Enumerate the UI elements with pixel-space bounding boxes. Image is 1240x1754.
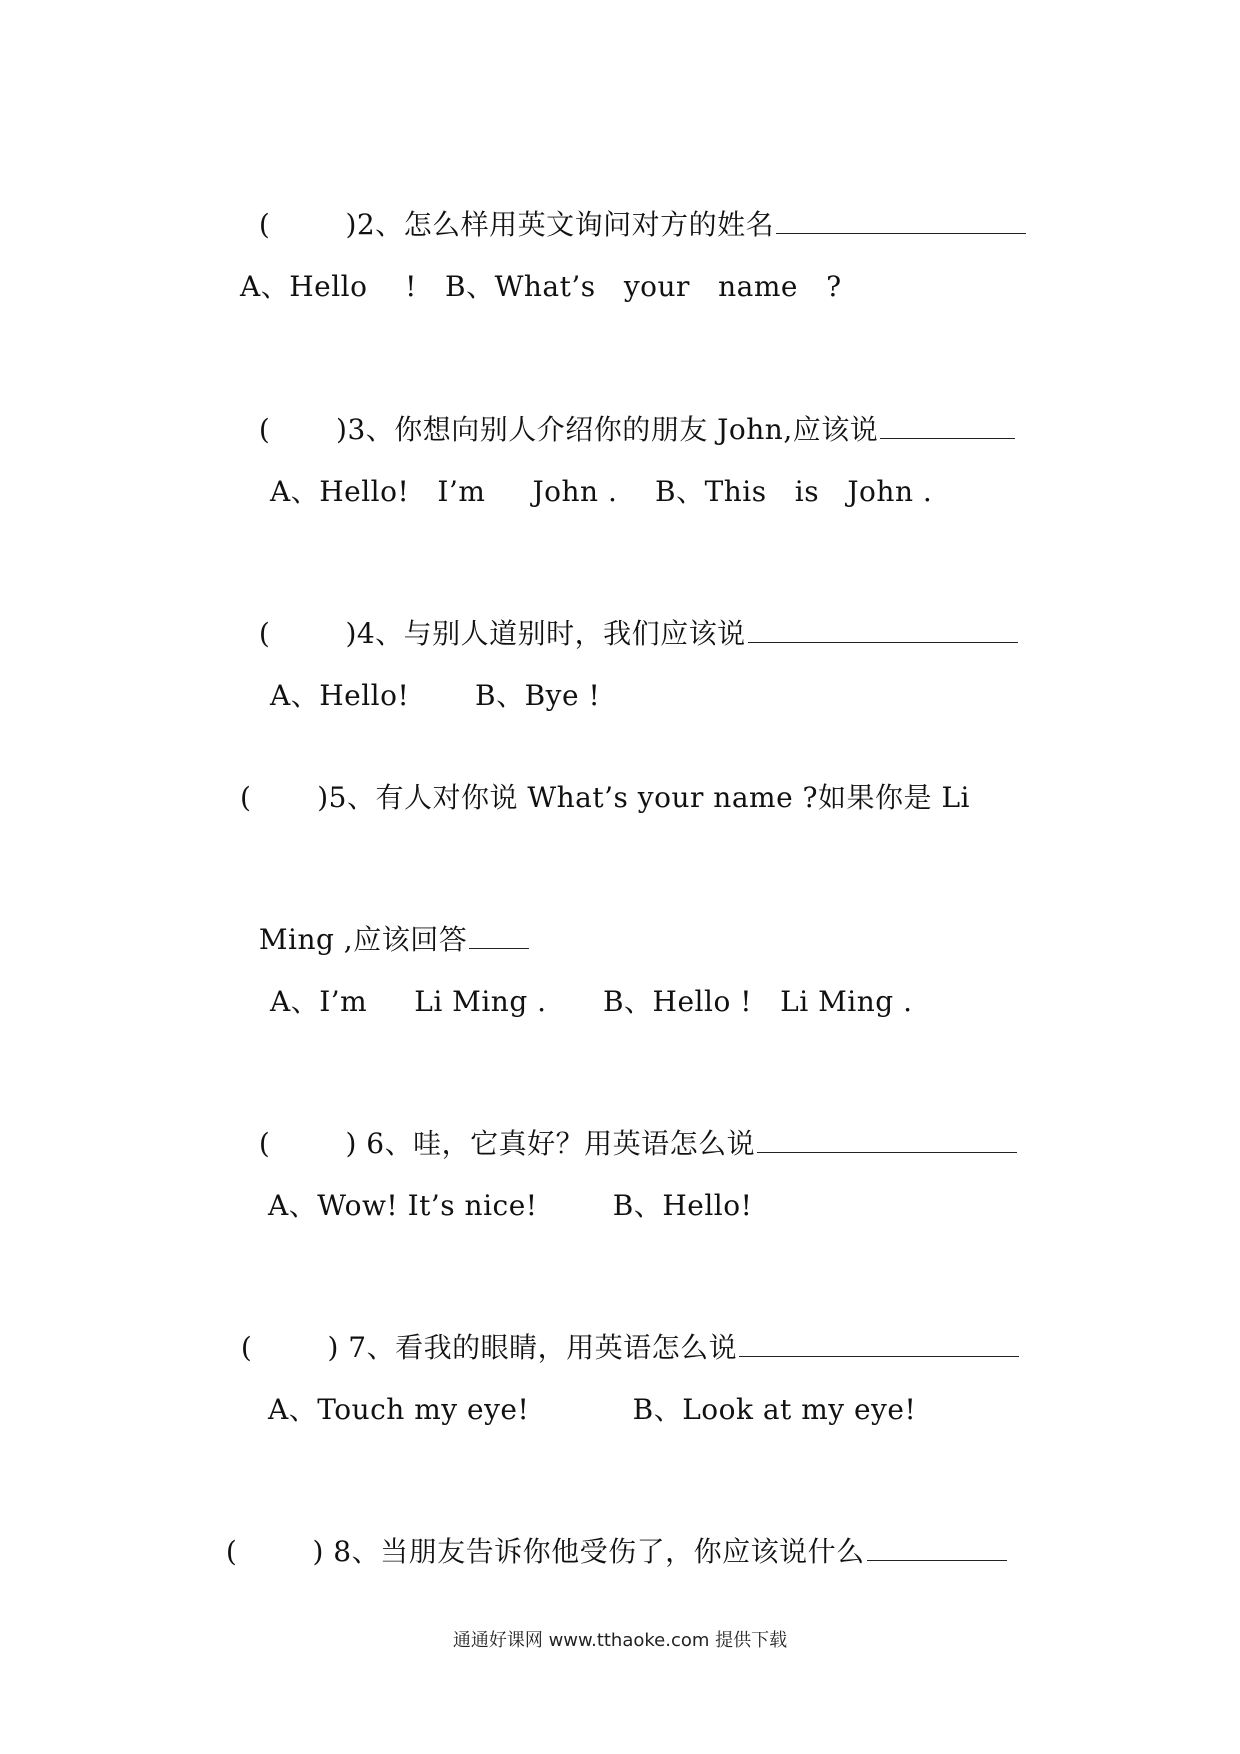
question-5-text-cont: Ming ,应该回答 — [258, 923, 468, 956]
answer-blank-4[interactable] — [748, 614, 1018, 643]
answer-blank-6[interactable] — [757, 1124, 1017, 1153]
question-6-options: A、Wow! It’s nice! B、Hello! — [268, 1189, 753, 1222]
question-7-options: A、Touch my eye! B、Look at my eye! — [268, 1393, 917, 1426]
question-5-stem-line2 — [240, 880, 529, 960]
answer-blank-3[interactable] — [880, 410, 1015, 439]
question-7-text: ( ) 7、看我的眼睛，用英语怎么说 — [240, 1331, 738, 1364]
question-8-text: ( ) 8、当朋友告诉你他受伤了，你应该说什么 — [225, 1535, 865, 1568]
question-6-stem — [240, 1084, 1017, 1164]
question-3-text: ( )3、你想向别人介绍你的朋友 John,应该说 — [258, 413, 879, 446]
question-2-options: A、Hello ! B、What’s your name ? — [240, 270, 842, 303]
question-4-stem — [240, 574, 1018, 654]
page-footer: 通通好课网 www.tthaoke.com 提供下载 — [452, 1630, 788, 1651]
question-3-options: A、Hello! I’m John . B、This is John . — [270, 475, 933, 508]
question-6-text: ( ) 6、哇，它真好？用英语怎么说 — [258, 1127, 756, 1160]
answer-blank-7[interactable] — [739, 1328, 1019, 1357]
question-2-text: ( )2、怎么样用英文询问对方的姓名 — [258, 208, 775, 241]
question-8-stem — [207, 1492, 1007, 1572]
answer-blank-8[interactable] — [867, 1532, 1007, 1561]
question-4-text: ( )4、与别人道别时，我们应该说 — [258, 617, 746, 650]
question-4-options: A、Hello! B、Bye ! — [270, 679, 601, 712]
question-5-stem-line1: ( )5、有人对你说 What’s your name ?如果你是 Li — [240, 781, 970, 814]
question-3-stem — [240, 370, 1015, 450]
question-2-stem — [240, 165, 1026, 245]
question-5-options: A、I’m Li Ming . B、Hello ! Li Ming . — [270, 985, 913, 1018]
answer-blank-2[interactable] — [776, 205, 1026, 234]
answer-blank-5[interactable] — [469, 920, 529, 949]
question-7-stem — [222, 1288, 1019, 1368]
